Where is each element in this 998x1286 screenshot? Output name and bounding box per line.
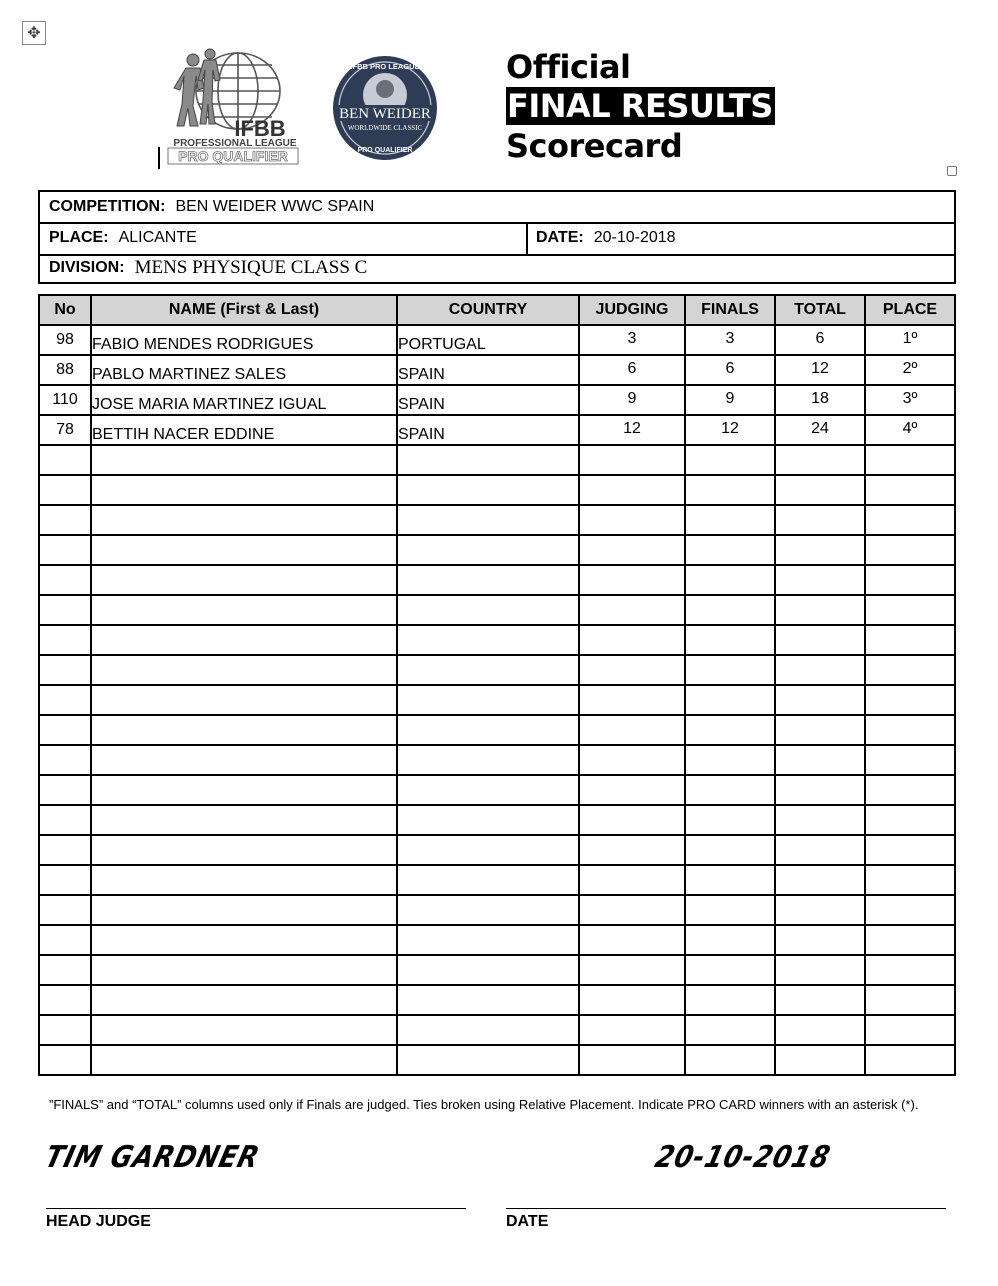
head-judge-signature: TIM GARDNER [41, 1140, 264, 1175]
title-final-results: FINAL RESULTS [507, 87, 773, 125]
empty-table-row [39, 775, 955, 805]
row-no-empty[interactable] [39, 745, 91, 775]
row-judging[interactable]: 3 [579, 325, 685, 355]
row-judging-empty[interactable] [579, 895, 685, 925]
row-judging[interactable]: 9 [579, 385, 685, 415]
row-place-empty[interactable] [865, 895, 955, 925]
row-country-empty[interactable] [397, 1015, 579, 1045]
row-judging-empty[interactable] [579, 985, 685, 1015]
row-total-empty[interactable] [775, 745, 865, 775]
row-total[interactable]: 6 [775, 325, 865, 355]
move-arrows-icon[interactable]: ✥ [22, 21, 46, 45]
header-name: NAME (First & Last) [91, 295, 397, 325]
row-name-empty[interactable] [91, 835, 397, 865]
bw-seal-bottom-text: PRO QUALIFIER [357, 147, 413, 154]
row-name-empty[interactable] [91, 535, 397, 565]
row-finals-empty[interactable] [685, 805, 775, 835]
row-finals-empty[interactable] [685, 685, 775, 715]
bw-seal-name-text: BEN WEIDER [339, 106, 431, 122]
row-finals-empty[interactable] [685, 895, 775, 925]
row-place-empty[interactable] [865, 835, 955, 865]
empty-table-row [39, 475, 955, 505]
row-judging-empty[interactable] [579, 445, 685, 475]
bw-seal-sub-text: WORLDWIDE CLASSIC [347, 124, 423, 132]
row-judging-empty[interactable] [579, 625, 685, 655]
row-judging-empty[interactable] [579, 685, 685, 715]
row-judging-empty[interactable] [579, 505, 685, 535]
row-place-empty[interactable] [865, 805, 955, 835]
row-finals-empty[interactable] [685, 955, 775, 985]
row-name-empty[interactable] [91, 505, 397, 535]
row-no[interactable]: 110 [39, 385, 91, 415]
row-country-empty[interactable] [397, 595, 579, 625]
empty-table-row [39, 925, 955, 955]
empty-table-row [39, 445, 955, 475]
row-place[interactable]: 3º [865, 385, 955, 415]
competition-label: COMPETITION: [49, 198, 166, 215]
row-place-empty[interactable] [865, 565, 955, 595]
row-finals[interactable]: 6 [685, 355, 775, 385]
row-judging-empty[interactable] [579, 865, 685, 895]
row-no-empty[interactable] [39, 715, 91, 745]
title-scorecard: Scorecard [506, 127, 683, 165]
empty-table-row [39, 955, 955, 985]
row-no-empty[interactable] [39, 535, 91, 565]
row-finals[interactable]: 9 [685, 385, 775, 415]
row-judging-empty[interactable] [579, 1045, 685, 1075]
row-judging-empty[interactable] [579, 1015, 685, 1045]
empty-table-row [39, 985, 955, 1015]
row-no[interactable]: 78 [39, 415, 91, 445]
row-no-empty[interactable] [39, 775, 91, 805]
table-row [39, 325, 955, 355]
results-table [38, 294, 956, 1076]
row-total-empty[interactable] [775, 1045, 865, 1075]
row-no-empty[interactable] [39, 805, 91, 835]
row-place-empty[interactable] [865, 655, 955, 685]
row-place-empty[interactable] [865, 535, 955, 565]
row-total-empty[interactable] [775, 985, 865, 1015]
head-judge-line [46, 1208, 466, 1209]
row-total-empty[interactable] [775, 685, 865, 715]
row-total-empty[interactable] [775, 835, 865, 865]
row-country-empty[interactable] [397, 475, 579, 505]
row-country-empty[interactable] [397, 925, 579, 955]
empty-table-row [39, 565, 955, 595]
row-no-empty[interactable] [39, 955, 91, 985]
row-finals-empty[interactable] [685, 925, 775, 955]
row-name-empty[interactable] [91, 745, 397, 775]
row-total-empty[interactable] [775, 865, 865, 895]
row-place-empty[interactable] [865, 745, 955, 775]
row-place-empty[interactable] [865, 505, 955, 535]
date-signature: 20-10-2018 [651, 1140, 835, 1175]
division-value[interactable]: MENS PHYSIQUE CLASS C [134, 257, 368, 278]
row-total-empty[interactable] [775, 595, 865, 625]
row-no-empty[interactable] [39, 685, 91, 715]
header-country: COUNTRY [397, 295, 579, 325]
row-finals-empty[interactable] [685, 745, 775, 775]
division-row [40, 254, 954, 282]
empty-table-row [39, 715, 955, 745]
ben-weider-classic-seal [332, 55, 438, 161]
row-total[interactable]: 24 [775, 415, 865, 445]
text-cursor [158, 147, 160, 169]
row-total-empty[interactable] [775, 925, 865, 955]
date-value[interactable]: 20-10-2018 [593, 229, 676, 246]
row-country-empty[interactable] [397, 655, 579, 685]
empty-table-row [39, 1015, 955, 1045]
row-name[interactable]: JOSE MARIA MARTINEZ IGUAL [91, 385, 397, 415]
row-country-empty[interactable] [397, 505, 579, 535]
row-name-empty[interactable] [91, 625, 397, 655]
row-total-empty[interactable] [775, 655, 865, 685]
row-country[interactable]: SPAIN [397, 385, 579, 415]
row-no-empty[interactable] [39, 475, 91, 505]
row-finals-empty[interactable] [685, 835, 775, 865]
row-country-empty[interactable] [397, 445, 579, 475]
row-judging-empty[interactable] [579, 955, 685, 985]
row-finals-empty[interactable] [685, 595, 775, 625]
resize-handle-icon[interactable] [947, 166, 957, 176]
row-name-empty[interactable] [91, 925, 397, 955]
row-judging-empty[interactable] [579, 775, 685, 805]
row-name-empty[interactable] [91, 1045, 397, 1075]
row-place-empty[interactable] [865, 1045, 955, 1075]
row-name-empty[interactable] [91, 1015, 397, 1045]
row-total-empty[interactable] [775, 715, 865, 745]
row-total[interactable]: 12 [775, 355, 865, 385]
row-name-empty[interactable] [91, 715, 397, 745]
row-total-empty[interactable] [775, 535, 865, 565]
row-name-empty[interactable] [91, 445, 397, 475]
row-name-empty[interactable] [91, 595, 397, 625]
header-no: No [39, 295, 91, 325]
header-total: TOTAL [775, 295, 865, 325]
row-total-empty[interactable] [775, 955, 865, 985]
row-country-empty[interactable] [397, 955, 579, 985]
row-country-empty[interactable] [397, 805, 579, 835]
row-name-empty[interactable] [91, 475, 397, 505]
row-finals[interactable]: 12 [685, 415, 775, 445]
row-no-empty[interactable] [39, 655, 91, 685]
ifbb-logo-league-text: PROFESSIONAL LEAGUE [173, 138, 297, 149]
date-label-footer: DATE [506, 1213, 549, 1230]
empty-table-row [39, 805, 955, 835]
row-name-empty[interactable] [91, 895, 397, 925]
empty-table-row [39, 1045, 955, 1075]
row-no-empty[interactable] [39, 985, 91, 1015]
row-no-empty[interactable] [39, 895, 91, 925]
row-country-empty[interactable] [397, 625, 579, 655]
empty-table-row [39, 535, 955, 565]
row-finals[interactable]: 3 [685, 325, 775, 355]
table-row [39, 355, 955, 385]
row-place-empty[interactable] [865, 595, 955, 625]
row-country-empty[interactable] [397, 565, 579, 595]
row-judging-empty[interactable] [579, 715, 685, 745]
header-place: PLACE [865, 295, 955, 325]
row-country-empty[interactable] [397, 1045, 579, 1075]
row-judging-empty[interactable] [579, 535, 685, 565]
row-name[interactable]: BETTIH NACER EDDINE [91, 415, 397, 445]
row-finals-empty[interactable] [685, 1015, 775, 1045]
row-place-empty[interactable] [865, 955, 955, 985]
row-judging-empty[interactable] [579, 655, 685, 685]
row-no-empty[interactable] [39, 565, 91, 595]
row-place-empty[interactable] [865, 625, 955, 655]
row-no-empty[interactable] [39, 1045, 91, 1075]
row-finals-empty[interactable] [685, 505, 775, 535]
row-name-empty[interactable] [91, 655, 397, 685]
row-no-empty[interactable] [39, 625, 91, 655]
row-no[interactable]: 98 [39, 325, 91, 355]
row-name[interactable]: FABIO MENDES RODRIGUES [91, 325, 397, 355]
row-finals-empty[interactable] [685, 715, 775, 745]
row-country-empty[interactable] [397, 535, 579, 565]
row-finals-empty[interactable] [685, 985, 775, 1015]
empty-table-row [39, 685, 955, 715]
row-judging-empty[interactable] [579, 475, 685, 505]
competition-row [40, 192, 954, 224]
empty-table-row [39, 895, 955, 925]
row-country-empty[interactable] [397, 745, 579, 775]
row-judging-empty[interactable] [579, 565, 685, 595]
empty-table-row [39, 595, 955, 625]
row-country-empty[interactable] [397, 985, 579, 1015]
row-judging-empty[interactable] [579, 595, 685, 625]
row-place-empty[interactable] [865, 1015, 955, 1045]
empty-table-row [39, 835, 955, 865]
ifbb-logo-text: IFBB [234, 116, 286, 141]
head-judge-label: HEAD JUDGE [46, 1213, 151, 1230]
empty-table-row [39, 745, 955, 775]
row-no-empty[interactable] [39, 445, 91, 475]
competition-info-box [38, 190, 956, 284]
empty-table-row [39, 655, 955, 685]
row-total-empty[interactable] [775, 445, 865, 475]
row-total-empty[interactable] [775, 895, 865, 925]
row-finals-empty[interactable] [685, 655, 775, 685]
row-place-empty[interactable] [865, 865, 955, 895]
row-country-empty[interactable] [397, 835, 579, 865]
row-judging-empty[interactable] [579, 805, 685, 835]
row-place[interactable]: 2º [865, 355, 955, 385]
row-total-empty[interactable] [775, 505, 865, 535]
ifbb-pro-league-logo [160, 46, 310, 168]
row-judging[interactable]: 12 [579, 415, 685, 445]
row-place-empty[interactable] [865, 715, 955, 745]
table-row [39, 415, 955, 445]
place-value[interactable]: ALICANTE [118, 229, 197, 246]
row-total-empty[interactable] [775, 565, 865, 595]
row-finals-empty[interactable] [685, 625, 775, 655]
row-place-empty[interactable] [865, 445, 955, 475]
row-country-empty[interactable] [397, 895, 579, 925]
row-total-empty[interactable] [775, 775, 865, 805]
table-header-row [39, 295, 955, 325]
row-place[interactable]: 4º [865, 415, 955, 445]
row-country[interactable]: PORTUGAL [397, 325, 579, 355]
row-total-empty[interactable] [775, 475, 865, 505]
row-country-empty[interactable] [397, 865, 579, 895]
row-country[interactable]: SPAIN [397, 355, 579, 385]
row-place-empty[interactable] [865, 685, 955, 715]
row-judging-empty[interactable] [579, 835, 685, 865]
ifbb-logo-qualifier-text: PRO QUALIFIER [178, 148, 288, 164]
empty-table-row [39, 865, 955, 895]
row-name-empty[interactable] [91, 685, 397, 715]
row-no-empty[interactable] [39, 865, 91, 895]
row-name-empty[interactable] [91, 955, 397, 985]
row-place-empty[interactable] [865, 475, 955, 505]
row-finals-empty[interactable] [685, 445, 775, 475]
row-finals-empty[interactable] [685, 775, 775, 805]
date-label: DATE: [536, 229, 584, 246]
bw-seal-top-text: IFBB PRO LEAGUE [350, 62, 420, 71]
footer-note: ”FINALS” and “TOTAL” columns used only if Finals are judged. Ties broken using Relative Placement. Indicate PRO CARD winners with an asterisk (*). [49, 1097, 919, 1112]
row-country[interactable]: SPAIN [397, 415, 579, 445]
row-place[interactable]: 1º [865, 325, 955, 355]
row-judging-empty[interactable] [579, 925, 685, 955]
place-date-row [40, 222, 954, 256]
row-no[interactable]: 88 [39, 355, 91, 385]
empty-table-row [39, 505, 955, 535]
row-finals-empty[interactable] [685, 565, 775, 595]
row-finals-empty[interactable] [685, 535, 775, 565]
date-line [506, 1208, 946, 1209]
row-name-empty[interactable] [91, 865, 397, 895]
header-judging: JUDGING [579, 295, 685, 325]
header-finals: FINALS [685, 295, 775, 325]
title-official: Official [506, 48, 631, 86]
row-no-empty[interactable] [39, 595, 91, 625]
table-row [39, 385, 955, 415]
empty-table-row [39, 625, 955, 655]
row-place-empty[interactable] [865, 985, 955, 1015]
date-cell [526, 222, 676, 254]
row-country-empty[interactable] [397, 775, 579, 805]
row-judging[interactable]: 6 [579, 355, 685, 385]
row-total-empty[interactable] [775, 805, 865, 835]
row-name-empty[interactable] [91, 565, 397, 595]
row-place-empty[interactable] [865, 925, 955, 955]
place-label: PLACE: [49, 229, 109, 246]
row-no-empty[interactable] [39, 505, 91, 535]
row-finals-empty[interactable] [685, 1045, 775, 1075]
row-name[interactable]: PABLO MARTINEZ SALES [91, 355, 397, 385]
row-finals-empty[interactable] [685, 475, 775, 505]
row-no-empty[interactable] [39, 835, 91, 865]
row-total-empty[interactable] [775, 1015, 865, 1045]
row-name-empty[interactable] [91, 775, 397, 805]
row-judging-empty[interactable] [579, 745, 685, 775]
row-total[interactable]: 18 [775, 385, 865, 415]
row-no-empty[interactable] [39, 925, 91, 955]
row-finals-empty[interactable] [685, 865, 775, 895]
row-name-empty[interactable] [91, 805, 397, 835]
division-label: DIVISION: [49, 259, 125, 276]
row-no-empty[interactable] [39, 1015, 91, 1045]
row-country-empty[interactable] [397, 715, 579, 745]
row-country-empty[interactable] [397, 685, 579, 715]
row-place-empty[interactable] [865, 775, 955, 805]
competition-value[interactable]: BEN WEIDER WWC SPAIN [175, 198, 375, 215]
row-name-empty[interactable] [91, 985, 397, 1015]
row-total-empty[interactable] [775, 625, 865, 655]
